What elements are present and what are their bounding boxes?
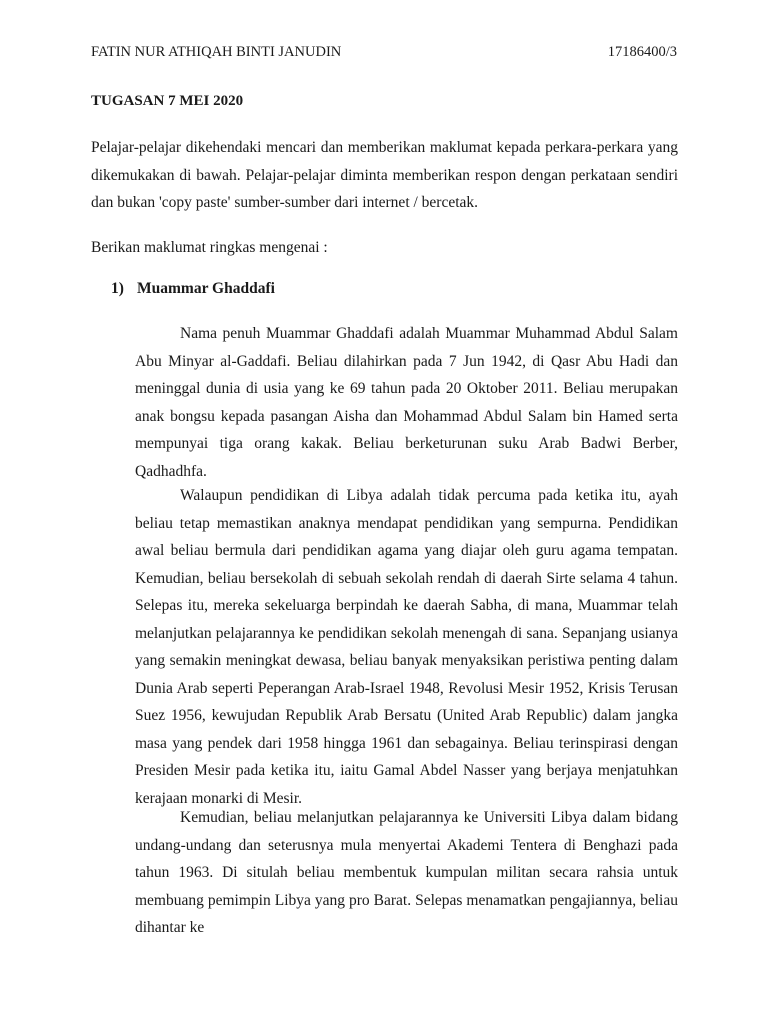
body-paragraph-1: Nama penuh Muammar Ghaddafi adalah Muammar Muhammad Abdul Salam Abu Minyar al-Gaddafi. Beliau dilahirkan pada 7 Jun 1942, di Qasr Abu Hadi dan meninggal dunia di usia yang ke 69 tahun pada 20 Oktober 2011. Beliau merupakan anak bongsu kepada pasangan Aisha dan Mohammad Abdul Salam bin Hamed serta mempunyai tiga orang kakak. Beliau berketurunan suku Arab Badwi Berber, Qadhadhfa. — [135, 325, 678, 480]
author-name: FATIN NUR ATHIQAH BINTI JANUDIN — [91, 44, 342, 60]
section-title: Muammar Ghaddafi — [137, 280, 275, 297]
intro-paragraph: Pelajar-pelajar dikehendaki mencari dan memberikan maklumat kepada perkara-perkara yang dikemukakan di bawah. Pelajar-pelajar diminta memberikan respon dengan perkataan sendiri dan bukan 'copy paste' sumber-sumber dari internet / bercetak. — [91, 139, 678, 211]
page-header — [91, 44, 677, 66]
body-paragraph-3: Kemudian, beliau melanjutkan pelajarannya ke Universiti Libya dalam bidang undang-undang dan seterusnya mula menyertai Akademi Tentera di Benghazi pada tahun 1963. Di situlah beliau membentuk kumpulan militan secara rahsia untuk membuang pemimpin Libya yang pro Barat. Selepas menamatkan pengajiannya, beliau dihantar ke — [135, 809, 678, 936]
section-number: 1) — [111, 280, 124, 297]
prompt-line: Berikan maklumat ringkas mengenai : — [91, 239, 328, 256]
document-title: TUGASAN 7 MEI 2020 — [91, 93, 244, 109]
student-id: 17186400/3 — [607, 44, 677, 60]
body-paragraph-2: Walaupun pendidikan di Libya adalah tidak percuma pada ketika itu, ayah beliau tetap memastikan anaknya mendapat pendidikan yang sempurna. Pendidikan awal beliau bermula dari pendidikan agama yang diajar oleh guru agama tempatan. Kemudian, beliau bersekolah di sebuah sekolah rendah di daerah Sirte selama 4 tahun. Selepas itu, mereka sekeluarga berpindah ke daerah Sabha, di mana, Muammar telah melanjutkan pelajarannya ke pendidikan sekolah menengah di sana. Sepanjang usianya yang semakin meningkat dewasa, beliau banyak menyaksikan peristiwa penting dalam Dunia Arab seperti Peperangan Arab-Israel 1948, Revolusi Mesir 1952, Krisis Terusan Suez 1956, kewujudan Republik Arab Bersatu (United Arab Republic) dalam jangka masa yang pendek dari 1958 hingga 1961 dan sebagainya. Beliau terinspirasi dengan Presiden Mesir pada ketika itu, iaitu Gamal Abdel Nasser yang berjaya menjatuhkan kerajaan monarki di Mesir. — [135, 487, 678, 807]
section-heading — [111, 280, 275, 298]
